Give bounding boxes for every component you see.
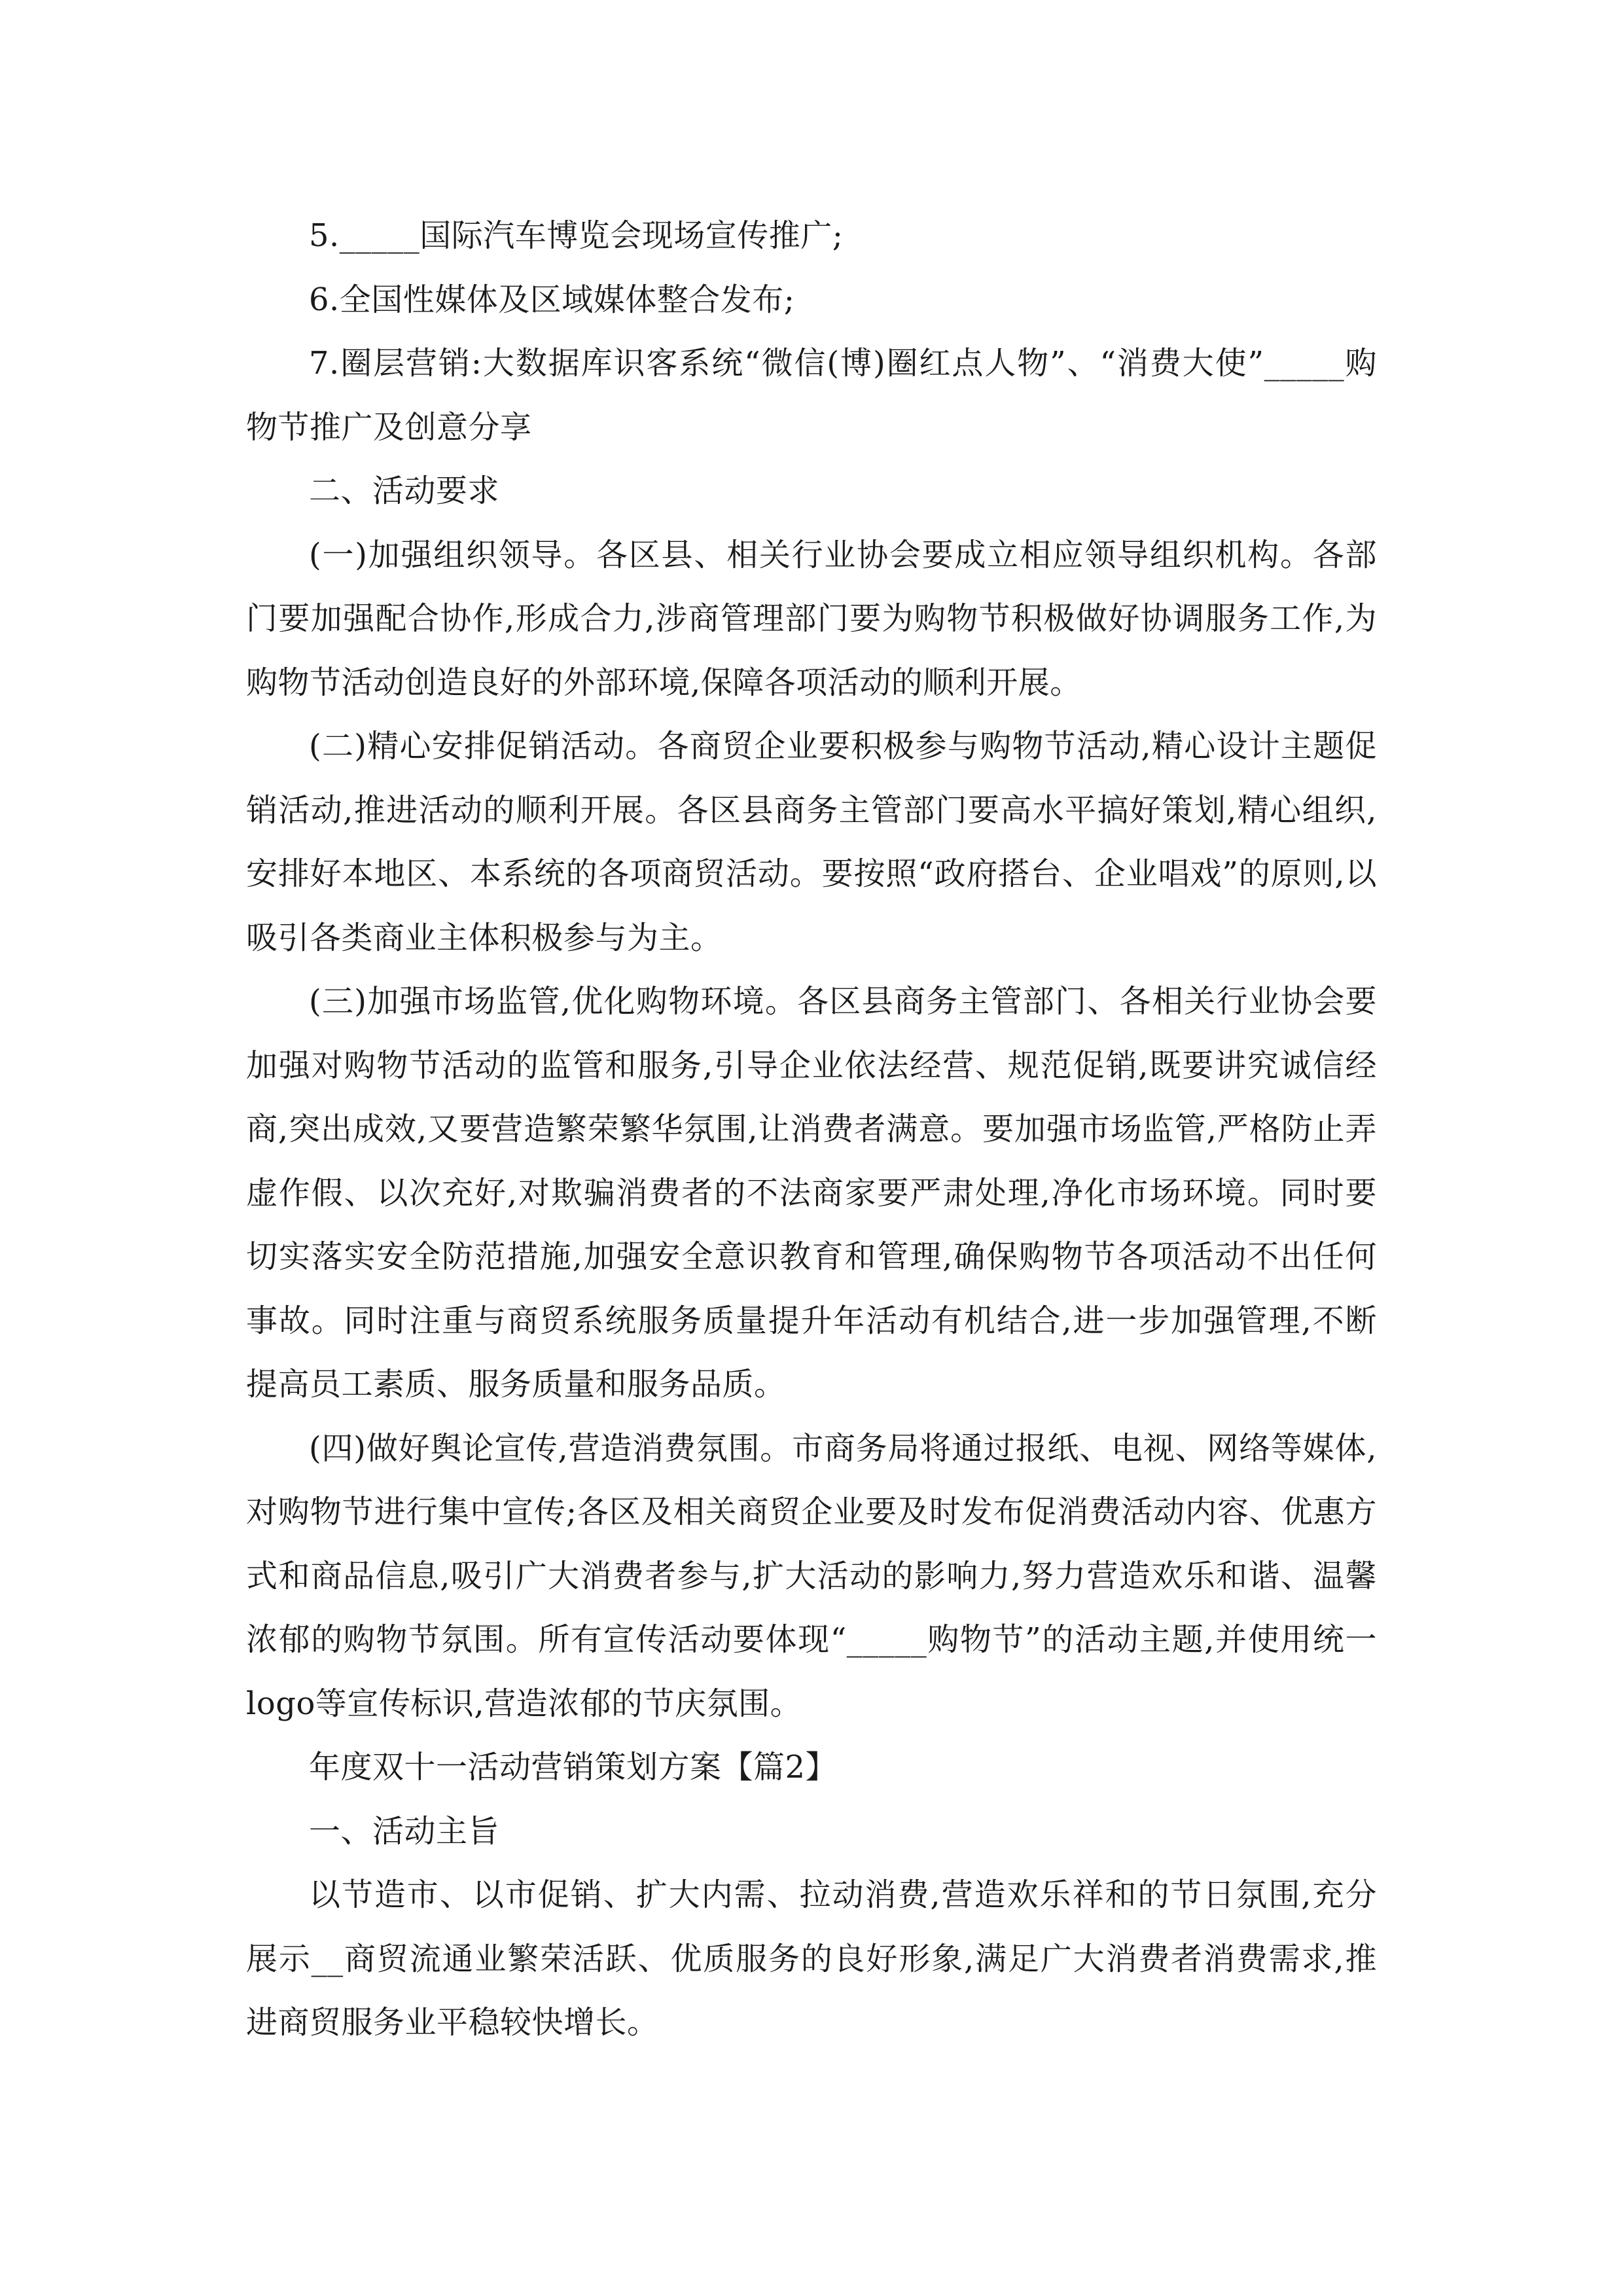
document-body [246,204,1377,2055]
section-heading-purpose: 一、活动主旨 [309,1812,500,1850]
list-item-6: 6.全国性媒体及区域媒体整合发布; [309,281,795,318]
paragraph-supervision: (三)加强市场监管,优化购物环境。各区县商务主管部门、各相关行业协会要加强对购物节活动的监管和服务,引导企业依法经营、规范促销,既要讲究诚信经商,突出成效,又要营造繁荣繁华氛围,让消费者满意。要加强市场监管,严格防止弄虚作假、以次充好,对欺骗消费者的不法商家要严肃处理,净化市场环境。同时要切实落实安全防范措施,加强安全意识教育和管理,确保购物节各项活动不出任何事故。同时注重与商贸系统服务质量提升年活动有机结合,进一步加强管理,不断提高员工素质、服务质量和服务品质。 [246,983,1377,1403]
article-title: 年度双十一活动营销策划方案【篇2】 [309,1749,838,1785]
section-heading-requirements: 二、活动要求 [309,473,500,509]
paragraph-promotion: (二)精心安排促销活动。各商贸企业要积极参与购物节活动,精心设计主题促销活动,推进活动的顺利开展。各区县商务主管部门要高水平搞好策划,精心组织,安排好本地区、本系统的各项商贸活动。要按照“政府搭台、企业唱戏”的原则,以吸引各类商业主体积极参与为主。 [246,728,1377,956]
paragraph-purpose: 以节造市、以市促销、扩大内需、拉动消费,营造欢乐祥和的节日氛围,充分展示__商贸流通业繁荣活跃、优质服务的良好形象,满足广大消费者消费需求,推进商贸服务业平稳较快增长。 [246,1876,1377,2041]
paragraph-publicity: (四)做好舆论宣传,营造消费氛围。市商务局将通过报纸、电视、网络等媒体,对购物节进行集中宣传;各区及相关商贸企业要及时发布促消费活动内容、优惠方式和商品信息,吸引广大消费者参与,扩大活动的影响力,努力营造欢乐和谐、温馨浓郁的购物节氛围。所有宣传活动要体现“_____购物节”的活动主题,并使用统一logo等宣传标识,营造浓郁的节庆氛围。 [246,1429,1377,1722]
list-item-5: 5._____国际汽车博览会现场宣传推广; [309,217,844,254]
list-item-7: 7.圈层营销:大数据库识客系统“微信(博)圈红点人物”、“消费大使”_____购物节推广及创意分享 [246,345,1377,446]
paragraph-organization: (一)加强组织领导。各区县、相关行业协会要成立相应领导组织机构。各部门要加强配合协作,形成合力,涉商管理部门要为购物节积极做好协调服务工作,为购物节活动创造良好的外部环境,保障各项活动的顺利开展。 [246,536,1377,701]
